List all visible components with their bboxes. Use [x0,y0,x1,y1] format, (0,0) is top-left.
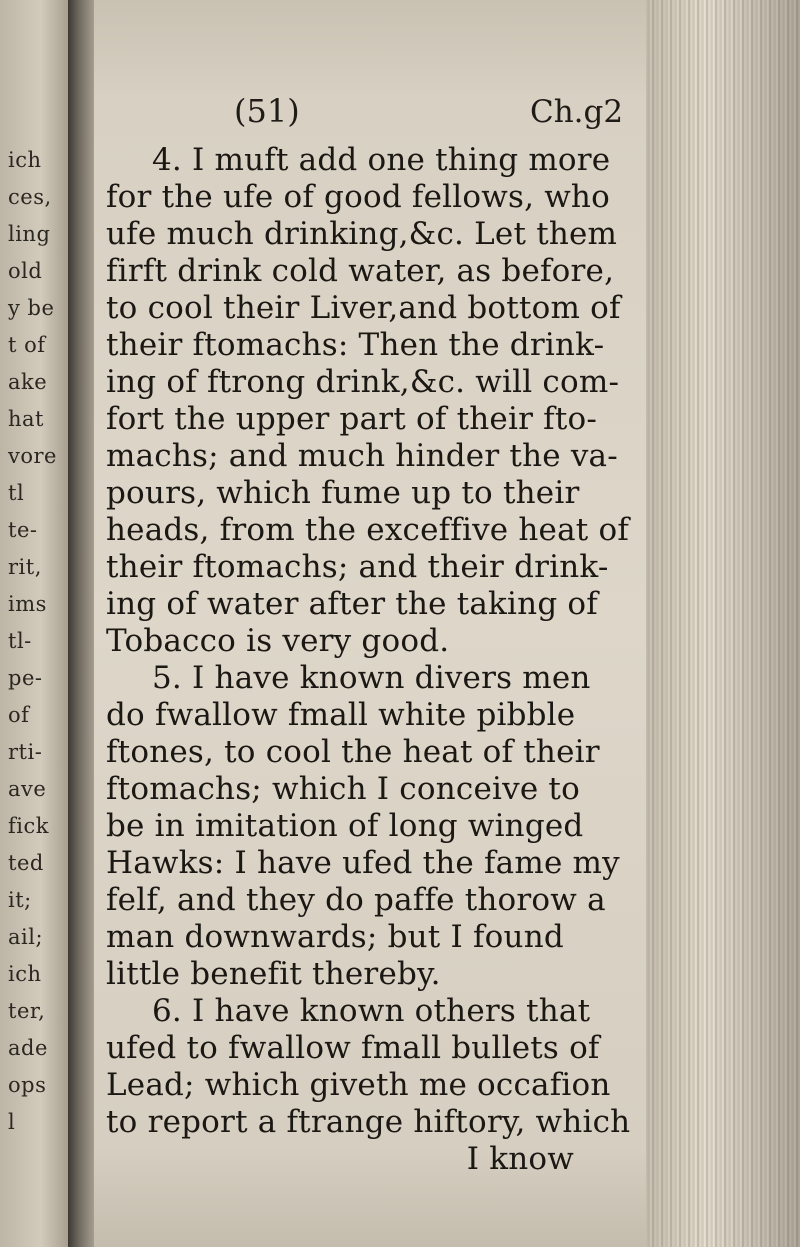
margin-fragment: t of [8,333,46,357]
text-line: heads, from the exceffive heat of [106,512,630,548]
text-line: Lead; which giveth me occafion [106,1067,611,1103]
text-line: pours, which fume up to their [106,475,580,511]
text-line: ftones, to cool the heat of their [106,734,600,770]
text-line: their ftomachs; and their drink- [106,549,609,585]
text-line: to report a ftrange hiftory, which [106,1104,631,1140]
text-line: ing of water after the taking of [106,586,598,622]
margin-fragment: vore [8,444,57,468]
margin-fragment: rti- [8,740,43,764]
text-line: be in imitation of long winged [106,808,584,844]
text-line: machs; and much hinder the va- [106,438,618,474]
margin-fragment: l [8,1110,16,1134]
margin-fragment: of [8,703,30,727]
text-line: 5. I have known divers men [152,660,591,696]
margin-fragment: ling [8,222,51,246]
text-line: 6. I have known others that [152,993,591,1029]
margin-fragment: te- [8,518,38,542]
catchword: I know [466,1141,574,1177]
text-line: to cool their Liver,and bottom of [106,290,621,326]
book-page [94,0,646,1247]
margin-fragment: it; [8,888,32,912]
margin-fragment: tl [8,481,25,505]
text-line: ftomachs; which I conceive to [106,771,580,807]
text-line: Tobacco is very good. [106,623,450,659]
page-number: (51) [234,92,300,130]
margin-fragment: ops [8,1073,47,1097]
margin-fragment: ich [8,962,42,986]
margin-fragment: y be [8,296,55,320]
text-line: their ftomachs: Then the drink- [106,327,605,363]
text-line: ing of ftrong drink,&c. will com- [106,364,620,400]
margin-fragment: old [8,259,43,283]
previous-page-edge [0,0,68,1247]
margin-fragment: hat [8,407,44,431]
margin-fragment: ims [8,592,47,616]
signature-mark: Ch.g2 [530,94,624,130]
margin-fragment: ail; [8,925,44,949]
margin-fragment: ake [8,370,48,394]
text-line: ufe much drinking,&c. Let them [106,216,618,252]
text-line: man downwards; but I found [106,919,564,955]
page-edges-shadow [646,0,800,1247]
margin-fragment: tl- [8,629,32,653]
body-text [106,142,646,1178]
margin-fragment: ter, [8,999,46,1023]
margin-fragment: pe- [8,666,43,690]
margin-fragment: rit, [8,555,42,579]
margin-fragment: ich [8,148,42,172]
text-line: Hawks: I have ufed the fame my [106,845,620,881]
margin-fragment: fick [8,814,49,838]
text-line: 4. I muft add one thing more [152,142,611,178]
text-line: for the ufe of good fellows, who [106,179,610,215]
text-line: ufed to fwallow fmall bullets of [106,1030,600,1066]
text-line: firft drink cold water, as before, [106,253,615,289]
page-header [94,92,646,142]
margin-fragment: ade [8,1036,48,1060]
text-line: do fwallow fmall white pibble [106,697,576,733]
margin-fragment: ces, [8,185,52,209]
margin-fragment: ave [8,777,47,801]
margin-fragment: ted [8,851,44,875]
book-gutter [68,0,94,1247]
text-line: little benefit thereby. [106,956,441,992]
text-line: felf, and they do paffe thorow a [106,882,606,918]
text-line: fort the upper part of their fto- [106,401,598,437]
